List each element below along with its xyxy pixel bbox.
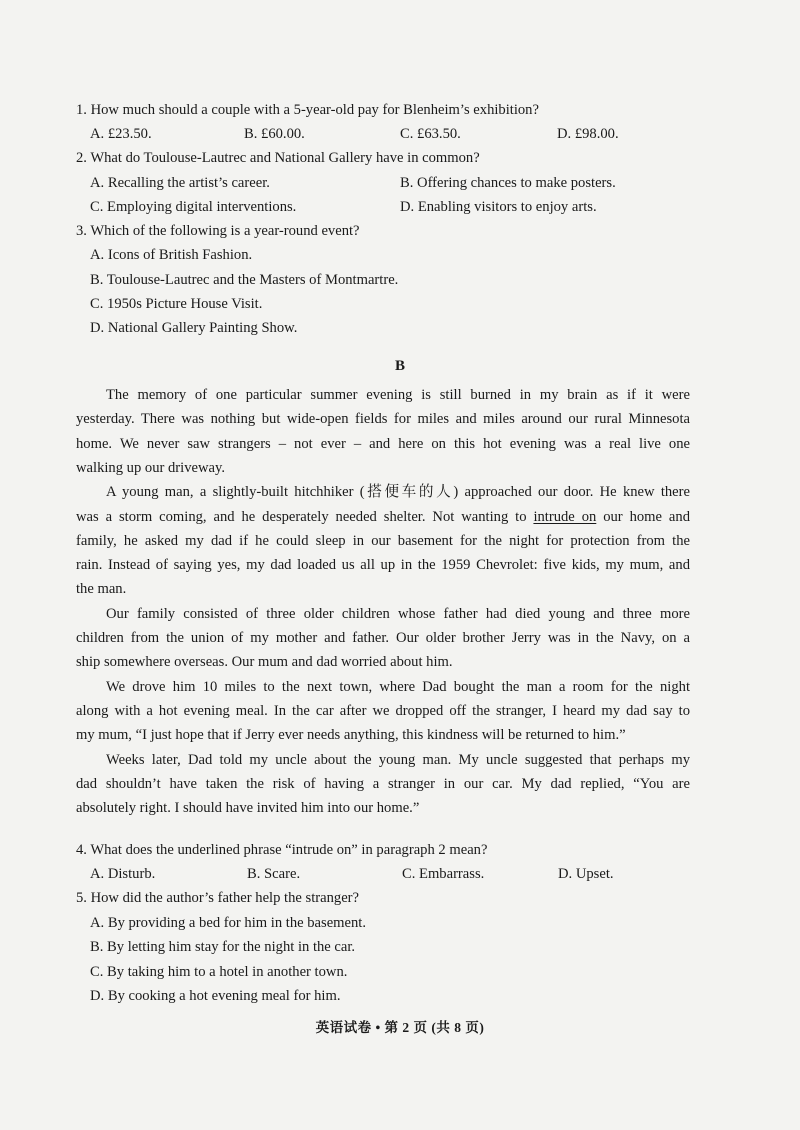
question-3-option-b[interactable]: B. Toulouse-Lautrec and the Masters of Montmartre. [90,272,399,288]
question-1-option-c[interactable]: C. £63.50. [400,126,461,142]
para3-line2: children from the union of my mother and father. Our older brother Jerry was in the Navy, on a [76,630,690,646]
para4-line3: my mum, “I just hope that if Jerry ever needs anything, this kindness will be returned to him.” [76,727,626,743]
underlined-phrase: intrude on [533,509,597,525]
question-5-option-b[interactable]: B. By letting him stay for the night in the car. [90,939,356,955]
question-3-stem: 3. Which of the following is a year-round event? [76,223,360,239]
para5-line3: absolutely right. I should have invited him into our home.” [76,800,420,816]
question-5-option-c[interactable]: C. By taking him to a hotel in another town. [90,964,348,980]
question-3-option-a[interactable]: A. Icons of British Fashion. [90,247,253,263]
question-5-option-d[interactable]: D. By cooking a hot evening meal for him. [90,988,341,1004]
para2-line1: A young man, a slightly-built hitchhiker (搭便车的人) approached our door. He knew there [106,484,690,500]
question-1-option-a[interactable]: A. £23.50. [90,126,152,142]
question-4-option-c[interactable]: C. Embarrass. [402,866,485,882]
page-footer: 英语试卷 • 第 2 页 (共 8 页) [315,1020,485,1035]
para1-line4: walking up our driveway. [76,460,226,476]
para2-line2-before: was a storm coming, and he desperately needed shelter. Not wanting to [76,509,534,525]
question-2-option-a[interactable]: A. Recalling the artist’s career. [90,175,270,191]
question-1-option-b[interactable]: B. £60.00. [244,126,305,142]
para2-line2-after: our home and [596,509,690,525]
question-3-option-d[interactable]: D. National Gallery Painting Show. [90,320,298,336]
para5-line2: dad shouldn’t have taken the risk of having a stranger in our car. My dad replied, “You are [76,776,690,792]
question-5-option-a[interactable]: A. By providing a bed for him in the basement. [90,915,367,931]
para2-line5: the man. [76,581,127,597]
question-3-option-c[interactable]: C. 1950s Picture House Visit. [90,296,263,312]
question-5-stem: 5. How did the author’s father help the stranger? [76,890,360,906]
question-2-stem: 2. What do Toulouse-Lautrec and National Gallery have in common? [76,150,480,166]
question-2-option-d[interactable]: D. Enabling visitors to enjoy arts. [400,199,597,215]
question-1-stem: 1. How much should a couple with a 5-year-old pay for Blenheim’s exhibition? [76,102,539,118]
section-b-heading: B [394,358,405,374]
question-2-option-b[interactable]: B. Offering chances to make posters. [400,175,616,191]
question-4-option-d[interactable]: D. Upset. [558,866,614,882]
para2-line4: rain. Instead of saying yes, my dad loaded us all up in the 1959 Chevrolet: five kids, my mum, and [76,557,690,573]
question-4-option-a[interactable]: A. Disturb. [90,866,156,882]
para2-line3: family, he asked my dad if he could sleep in our basement for the night for protection from the [76,533,690,549]
question-1-option-d[interactable]: D. £98.00. [557,126,619,142]
para3-line3: ship somewhere overseas. Our mum and dad worried about him. [76,654,453,670]
para1-line3: home. We never saw strangers – not ever – and here on this hot evening was a real live one [76,436,690,452]
question-4-option-b[interactable]: B. Scare. [247,866,301,882]
para1-line2: yesterday. There was nothing but wide-open fields for miles and miles around our rural Minnesota [76,411,690,427]
para2-line2 [76,507,690,527]
para3-line1: Our family consisted of three older children whose father had died young and three more [106,606,690,622]
para1-line1: The memory of one particular summer evening is still burned in my brain as if it were [106,387,690,403]
para4-line1: We drove him 10 miles to the next town, where Dad bought the man a room for the night [106,679,690,695]
question-2-option-c[interactable]: C. Employing digital interventions. [90,199,297,215]
para5-line1: Weeks later, Dad told my uncle about the young man. My uncle suggested that perhaps my [106,752,690,768]
para4-line2: along with a hot evening meal. In the car after we dropped off the stranger, I heard my dad say to [76,703,690,719]
question-4-stem: 4. What does the underlined phrase “intrude on” in paragraph 2 mean? [76,842,488,858]
